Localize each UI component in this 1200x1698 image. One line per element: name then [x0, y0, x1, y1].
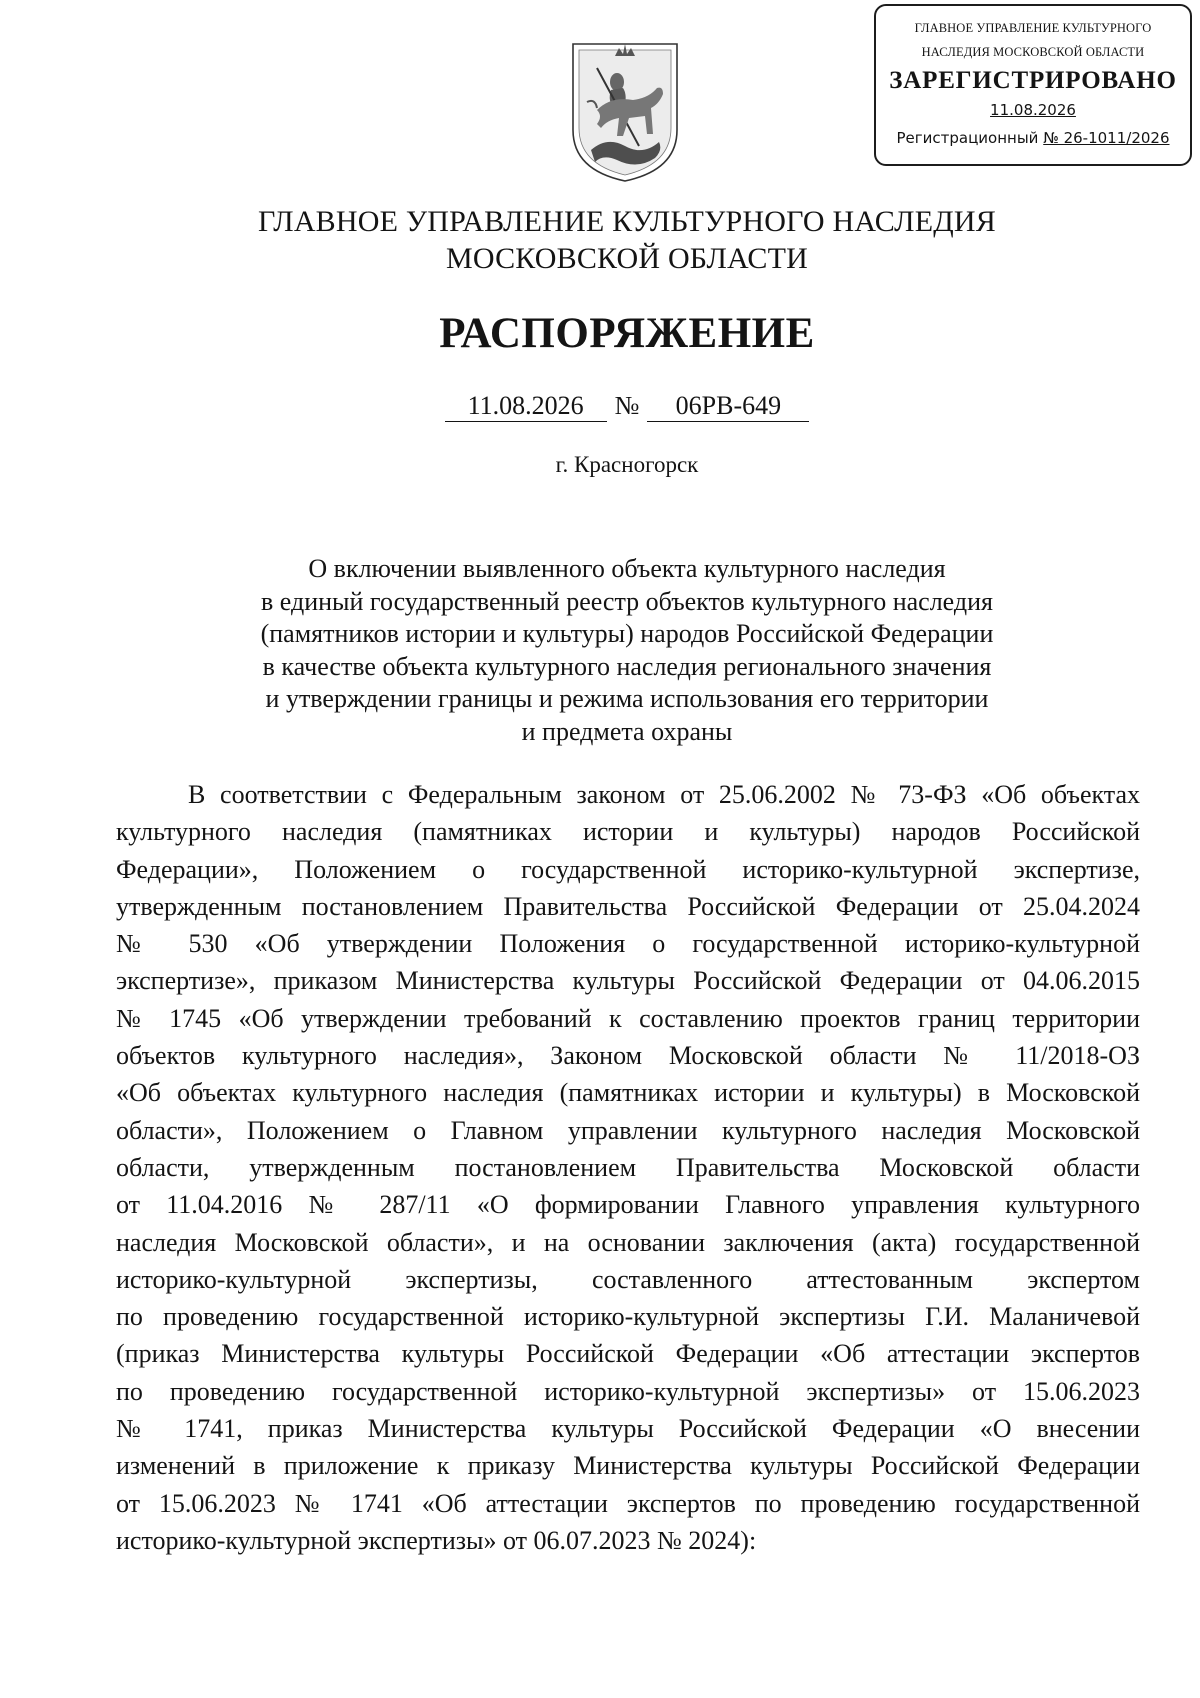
document-number: 06РВ-649 — [647, 391, 809, 422]
body-line: изменений в приложение к приказу Министерства культуры Российской Федерации — [116, 1451, 1140, 1481]
agency-name — [0, 203, 1200, 277]
title-line: в единый государственный реестр объектов культурного наследия — [261, 586, 993, 616]
document-type: РАСПОРЯЖЕНИЕ — [439, 310, 815, 357]
title-line: (памятников истории и культуры) народов Российской Федерации — [260, 619, 994, 648]
body-line: В соответствии с Федеральным законом от 25.06.2002 № 73-ФЗ «Об объектах — [188, 780, 1140, 809]
agency-name-line-2: МОСКОВСКОЙ ОБЛАСТИ — [445, 242, 809, 275]
body-line: объектов культурного наследия», Законом Московской области № 11/2018-ОЗ — [116, 1041, 1140, 1071]
stamp-reg-label: Регистрационный — [896, 129, 1039, 147]
body-line: Федерации», Положением о государственной историко-культурной экспертизе, — [116, 854, 1140, 884]
body-line: № 1741, приказ Министерства культуры Российской Федерации «О внесении — [116, 1414, 1140, 1444]
body-line: экспертизе», приказом Министерства культуры Российской Федерации от 04.06.2015 — [116, 966, 1140, 996]
document-city: г. Красногорск — [555, 452, 699, 477]
body-line: историко-культурной экспертизы, составленного аттестованным экспертом — [116, 1264, 1140, 1294]
document-title — [0, 553, 1200, 748]
title-line: в качестве объекта культурного наследия регионального значения — [262, 651, 992, 681]
document-date-number — [0, 391, 1200, 422]
body-line: по проведению государственной историко-культурной экспертизы Г.И. Маланичевой — [116, 1302, 1140, 1332]
body-line: от 15.06.2023 № 1741 «Об аттестации экспертов по проведению государственной — [116, 1488, 1140, 1518]
stamp-status: ЗАРЕГИСТРИРОВАНО — [889, 67, 1177, 94]
registration-stamp — [874, 4, 1192, 166]
number-sign: № — [614, 391, 640, 420]
stamp-registration-line — [876, 129, 1190, 147]
document-date: 11.08.2026 — [445, 391, 607, 422]
body-line: по проведению государственной историко-культурной экспертизы» от 15.06.2023 — [116, 1376, 1140, 1406]
body-line: культурного наследия (памятниках истории и культуры) народов Российской — [116, 817, 1140, 847]
body-line: № 530 «Об утверждении Положения о государственной историко-культурной — [116, 929, 1140, 959]
body-line: историко-культурной экспертизы» от 06.07.2023 № 2024): — [116, 1525, 757, 1555]
coat-of-arms-emblem — [567, 38, 683, 184]
stamp-org-line-2: НАСЛЕДИЯ МОСКОВСКОЙ ОБЛАСТИ — [921, 45, 1145, 59]
title-line: О включении выявленного объекта культурного наследия — [308, 554, 946, 583]
preamble-paragraph — [116, 776, 1140, 1559]
stamp-org-line-1: ГЛАВНОЕ УПРАВЛЕНИЕ КУЛЬТУРНОГО — [914, 21, 1152, 35]
agency-name-line-1: ГЛАВНОЕ УПРАВЛЕНИЕ КУЛЬТУРНОГО НАСЛЕДИЯ — [257, 205, 996, 238]
stamp-date: 11.08.2026 — [990, 101, 1076, 119]
body-line: области, утвержденным постановлением Правительства Московской области — [116, 1152, 1140, 1182]
body-line: области», Положением о Главном управлении культурного наследия Московской — [116, 1115, 1140, 1145]
stamp-reg-number: № 26-1011/2026 — [1043, 129, 1170, 147]
body-line: наследия Московской области», и на основании заключения (акта) государственной — [116, 1227, 1140, 1257]
body-line: (приказ Министерства культуры Российской Федерации «Об аттестации экспертов — [116, 1339, 1140, 1369]
body-line: № 1745 «Об утверждении требований к составлению проектов границ территории — [116, 1003, 1140, 1033]
body-line: утвержденным постановлением Правительства Российской Федерации от 25.04.2024 — [116, 891, 1140, 921]
title-line: и предмета охраны — [521, 716, 733, 746]
body-line: от 11.04.2016 № 287/11 «О формировании Главного управления культурного — [116, 1190, 1140, 1220]
title-line: и утверждении границы и режима использования его территории — [265, 684, 989, 713]
body-line: «Об объектах культурного наследия (памятниках истории и культуры) в Московской — [116, 1078, 1140, 1108]
